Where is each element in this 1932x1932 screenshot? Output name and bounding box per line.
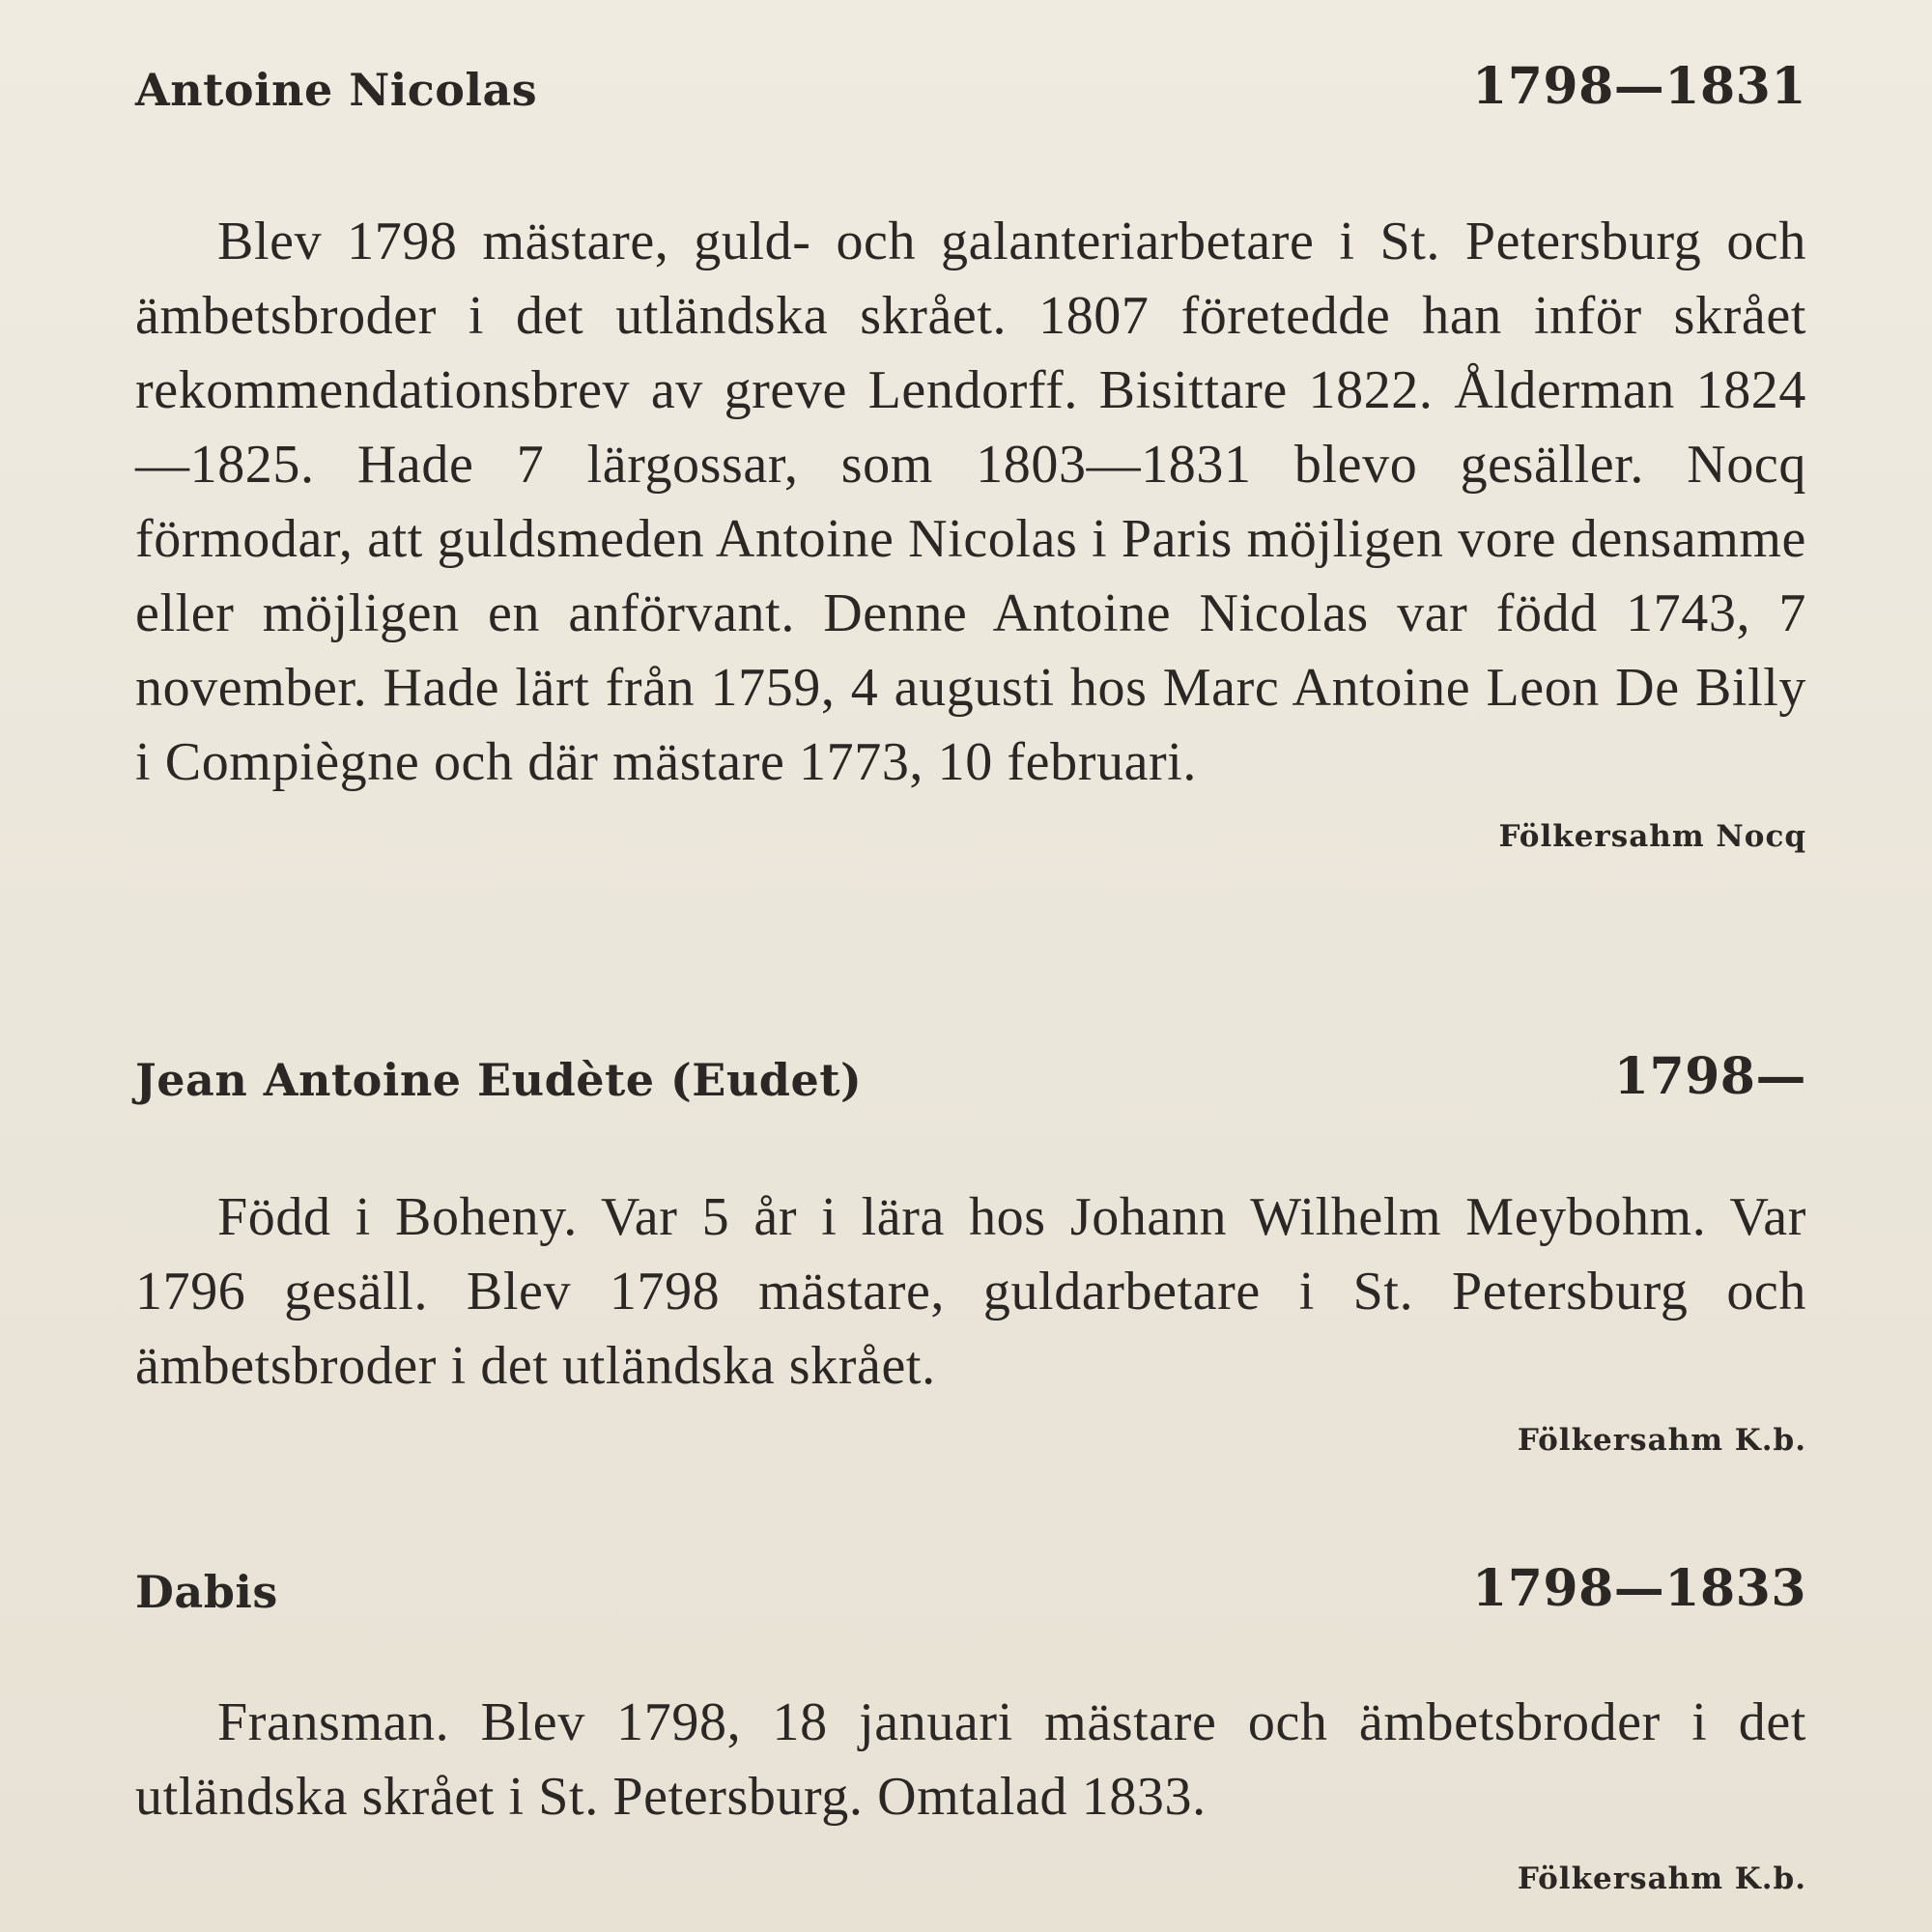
entry-source: Fölkersahm K.b. <box>1517 1423 1806 1458</box>
entry-body: Blev 1798 mästare, guld- och galanteriarbetare i St. Petersburg och ämbetsbroder i det utländska skrået. 1807 företedde han inför skrået rekommendationsbrev av greve Lendorff. Bisittare 1822. Ålderman 1824—1825. Hade 7 lärgossar, som 1803—1831 blevo gesäller. Nocq förmodar, att guldsmeden Antoine Nicolas i Paris möjligen vore densamme eller möjligen en anförvant. Denne Antoine Nicolas var född 1743, 7 november. Hade lärt från 1759, 4 augusti hos Marc Antoine Leon De Billy i Compiègne och där mästare 1773, 10 februari. <box>135 212 1806 792</box>
entry-body: Född i Boheny. Var 5 år i lära hos Johann Wilhelm Meybohm. Var 1796 gesäll. Blev 1798 mästare, guldarbetare i St. Petersburg och ämbetsbroder i det utländska skrået. <box>135 1187 1806 1396</box>
entry-years: 1798—1831 <box>1472 57 1806 116</box>
entry-jean-antoine-eudete <box>135 1029 1806 1458</box>
entry-dabis <box>135 1541 1806 1896</box>
entry-header <box>135 1029 1806 1106</box>
entry-source: Fölkersahm Nocq <box>1498 819 1806 854</box>
entry-header <box>135 1541 1806 1618</box>
entry-body: Fransman. Blev 1798, 18 januari mästare och ämbetsbroder i det utländska skrået i St. Petersburg. Omtalad 1833. <box>135 1692 1806 1827</box>
entry-source: Fölkersahm K.b. <box>1517 1861 1806 1896</box>
entry-years: 1798— <box>1613 1047 1806 1106</box>
entry-name: Jean Antoine Eudète (Eudet) <box>135 1054 863 1106</box>
entry-antoine-nicolas <box>135 39 1806 854</box>
entry-name: Dabis <box>135 1566 278 1618</box>
entry-years: 1798—1833 <box>1472 1559 1806 1618</box>
entry-header <box>135 39 1806 116</box>
entry-name: Antoine Nicolas <box>135 64 538 116</box>
